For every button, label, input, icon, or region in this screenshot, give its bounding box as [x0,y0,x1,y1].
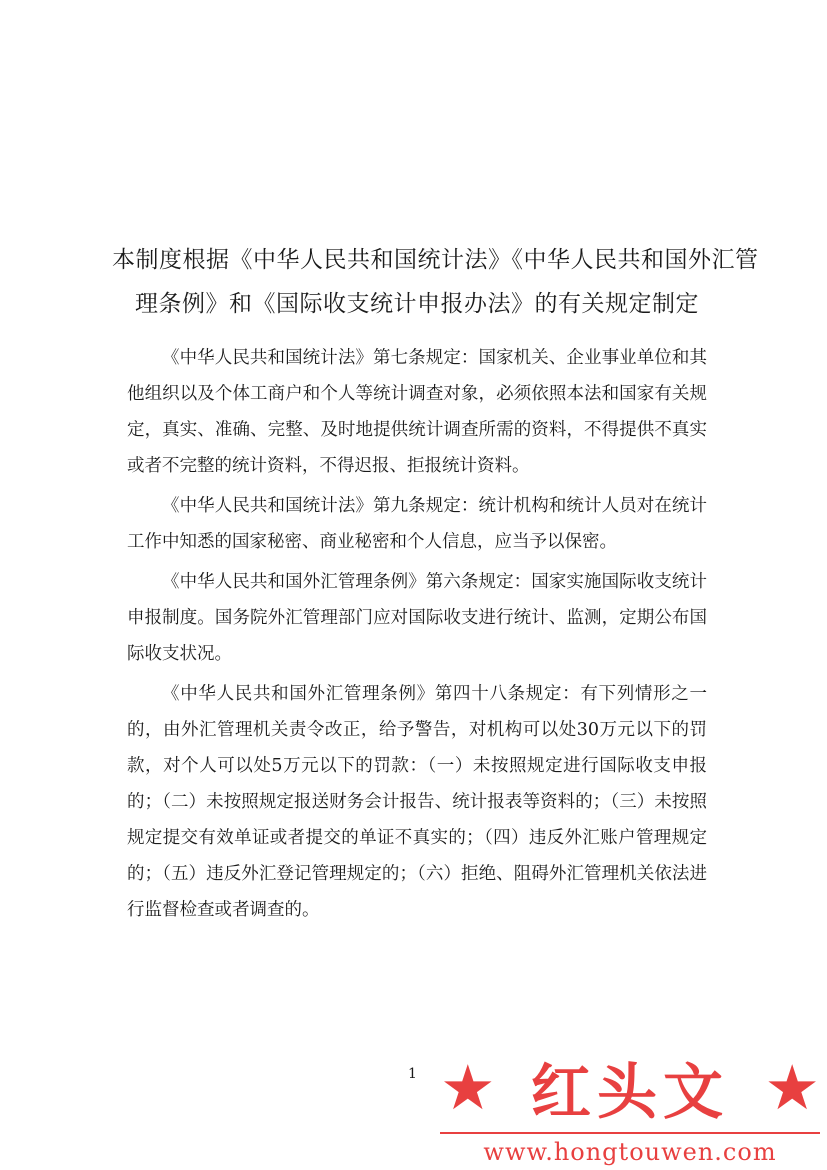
document-title [112,238,759,326]
title-line: 本制度根据《中华人民共和国统计法》《中华人民共和国外汇管 [112,247,759,273]
watermark-url: www.hongtouwen.com [483,1138,777,1166]
watermark-divider [440,1132,820,1134]
watermark [440,1048,820,1166]
star-icon: ★ [764,1051,820,1124]
title-line: 理条例》和《国际收支统计申报办法》的有关规定制定 [135,291,699,317]
paragraph-forex-regulation-article-6: 《中华人民共和国外汇管理条例》第六条规定：国家实施国际收支统计申报制度。国务院外汇管理部门应对国际收支进行统计、监测，定期公布国际收支状况。 [127,572,707,664]
paragraph-forex-regulation-article-48: 《中华人民共和国外汇管理条例》第四十八条规定：有下列情形之一的，由外汇管理机关责令改正，给予警告，对机构可以处30万元以下的罚款，对个人可以处5万元以下的罚款：（一）未按照规定进行国际收支申报的；（二）未按照规定报送财务会计报告、统计报表等资料的；（三）未按照规定提交有效单证或者提交的单证不真实的；（四）违反外汇账户管理规定的；（五）违反外汇登记管理规定的；（六）拒绝、阻碍外汇管理机关依法进行监督检查或者调查的。 [127,684,707,920]
star-icon: ★ [440,1051,496,1124]
paragraph-statistics-law-article-9: 《中华人民共和国统计法》第九条规定：统计机构和统计人员对在统计工作中知悉的国家秘密、商业秘密和个人信息，应当予以保密。 [127,496,707,552]
document-body [127,340,707,932]
watermark-brand: 红头文 [531,1058,729,1128]
paragraph-statistics-law-article-7: 《中华人民共和国统计法》第七条规定：国家机关、企业事业单位和其他组织以及个体工商户和个人等统计调查对象，必须依照本法和国家有关规定，真实、准确、完整、及时地提供统计调查所需的资料，不得提供不真实或者不完整的统计资料，不得迟报、拒报统计资料。 [127,348,707,476]
page-number: 1 [408,1066,417,1082]
